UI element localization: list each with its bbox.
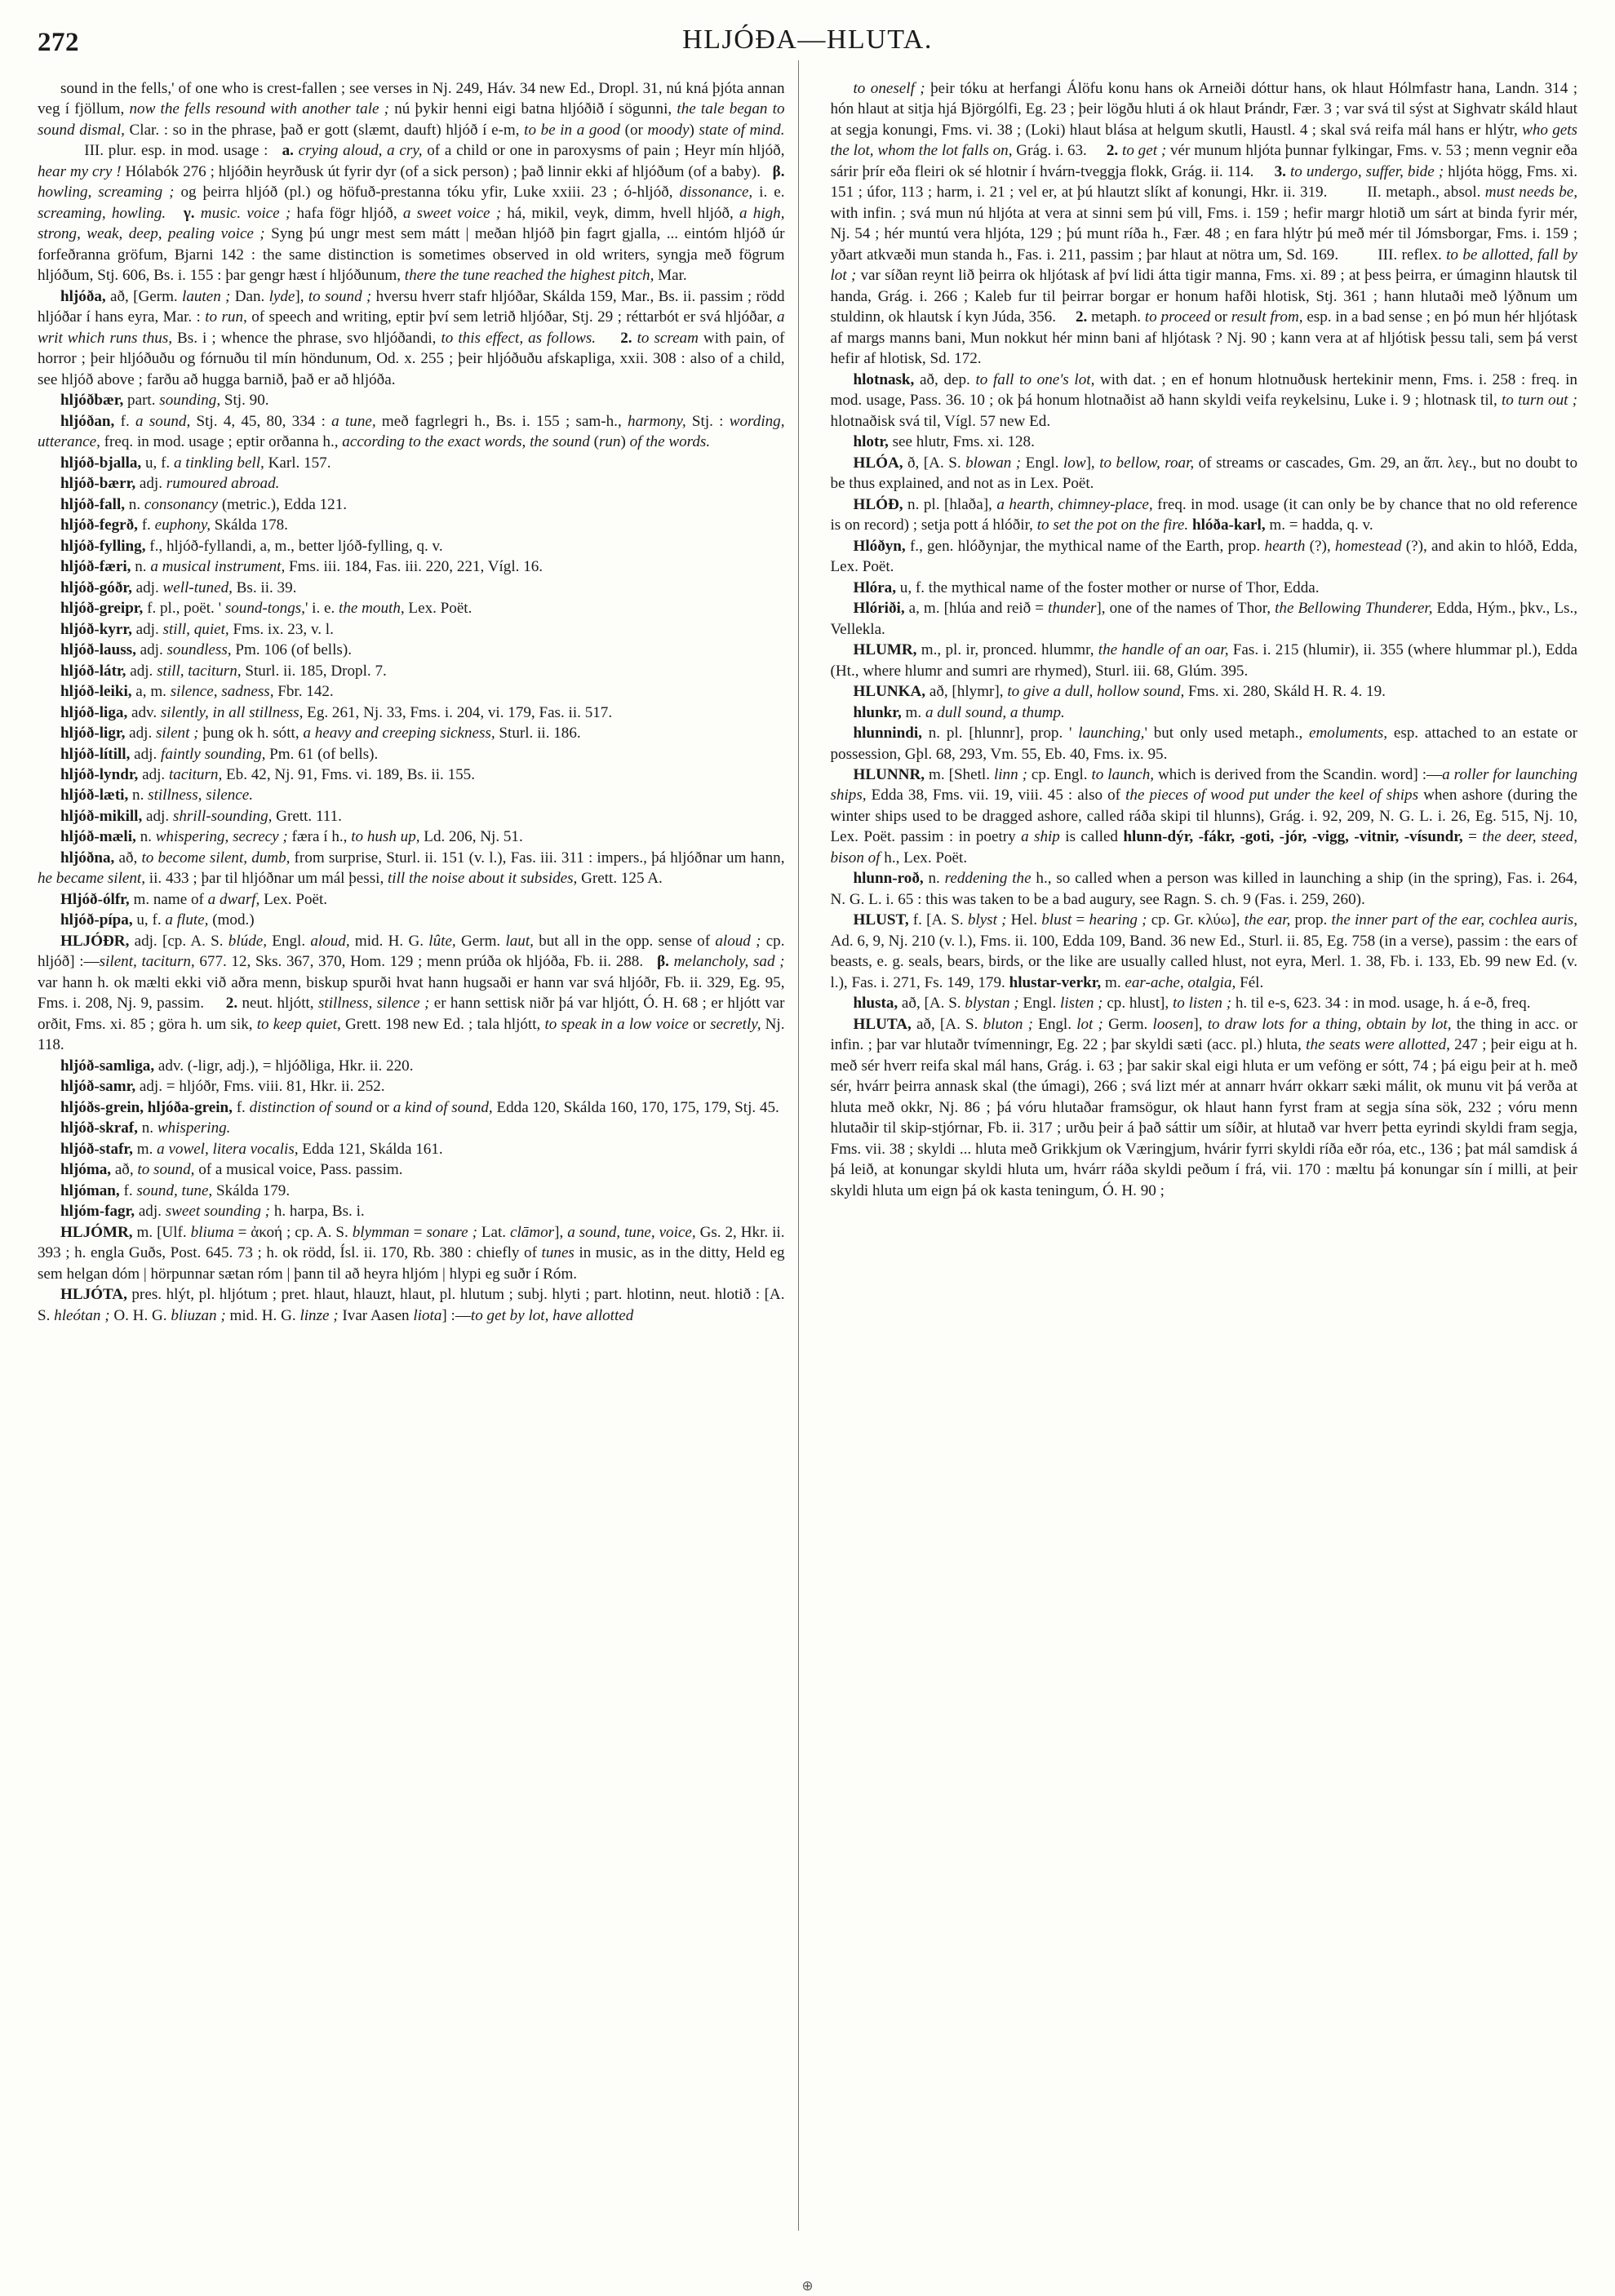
text-columns <box>38 78 1577 1326</box>
dictionary-entry: Hljóð-ólfr, m. name of a dwarf, Lex. Poët. <box>60 890 328 908</box>
dictionary-entry: hlusta, að, [A. S. blystan ; Engl. listen ; cp. hlust], to listen ; h. til e-s, 623. 34 : in mod. usage, h. á e-ð, freq. <box>853 995 1531 1013</box>
dictionary-entry: Hlóriði, a, m. [hlúa and reið = thunder], one of the names of Thor, the Bellowing Thunderer, Edda, Hým., þkv., Ls., Vellekla. <box>830 600 1578 638</box>
dictionary-entry: hljóð-pípa, u, f. a flute, (mod.) <box>60 911 255 929</box>
dictionary-entry: hljóð-mikill, adj. shrill-sounding, Grett. 111. <box>60 807 342 825</box>
dictionary-entry: HLÓÐ, n. pl. [hlaða], a hearth, chimney-place, freq. in mod. usage (it can only be by chance that no old reference is on record) ; setja pott á hlóðir, to set the pot on the fire. hlóða-karl, m. = hadda, q. v. <box>830 495 1577 534</box>
dictionary-entry: HLUMR, m., pl. ir, pronced. hlummr, the handle of an oar, Fas. i. 215 (hlumir), ii. 355 (where hlummar pl.), Edda (Ht., where hlumr and sumri are rhymed), Sturl. iii. 68, Glúm. 395. <box>830 641 1578 680</box>
dictionary-entry: hljóð-fylling, f., hljóð-fyllandi, a, m., better ljóð-fylling, q. v. <box>60 537 443 555</box>
dictionary-entry: Hlóðyn, f., gen. hlóðynjar, the mythical name of the Earth, prop. hearth (?), homestead (?), and akin to hlóð, Edda, Lex. Poët. <box>830 537 1578 576</box>
dictionary-entry: sound in the fells,' of one who is crest-fallen ; see verses in Nj. 249, Háv. 34 new Ed., Dropl. 31, nú kná þjóta annan veg í fjöllum, now the fells resound with another tale ; nú þykir henni eigi batna hljóðið í sögunni, the tale began to sound dismal, Clar. : so in the phrase, það er gott (slæmt, dauft) hljóð í e-m, to be in a good (or moody) state of mind. III. plur. esp. in mod. usage : a. crying aloud, a cry, of a child or one in paroxysms of pain ; Heyr mín hljóð, hear my cry ! Hólabók 276 ; hljóðin heyrðusk út fyrir dyr (of a sick person) ; það linnir ekki af hljóðum (of a baby). β. howling, screaming ; og þeirra hljóð (pl.) og höfuð-prestanna tóku yfir, Luke xxiii. 23 ; ó-hljóð, dissonance, i. e. screaming, howling. γ. music. voice ; hafa fögr hljóð, a sweet voice ; há, mikil, veyk, dimm, hvell hljóð, a high, strong, weak, deep, pealing voice ; Syng þú ungr mest sem mátt | meðan hljóð þin fagrt gjalla, ... eintóm hljóð úr forfeðranna gröfum, Bjarni 142 : the same distinction is sometimes observed in old writers, syngja með fögrum hljóðum, Stj. 606, Bs. i. 155 : þar gengr hæst í hljóðunum, there the tune reached the highest pitch, Mar. <box>38 80 785 285</box>
dictionary-entry: hljóð-stafr, m. a vowel, litera vocalis, Edda 121, Skálda 161. <box>60 1140 443 1158</box>
page-number: 272 <box>38 28 79 57</box>
dictionary-entry: hlotr, see hlutr, Fms. xi. 128. <box>853 433 1035 451</box>
dictionary-entry: hljóð-lauss, adj. soundless, Pm. 106 (of bells). <box>60 641 352 659</box>
dictionary-entry: hljóð-látr, adj. still, taciturn, Sturl. ii. 185, Dropl. 7. <box>60 662 387 680</box>
dictionary-entry: hljóð-ligr, adj. silent ; þung ok h. sótt, a heavy and creeping sickness, Sturl. ii. 186. <box>60 725 581 742</box>
left-column <box>38 78 792 1326</box>
dictionary-entry: hljóð-góðr, adj. well-tuned, Bs. ii. 39. <box>60 578 297 596</box>
dictionary-entry: HLUST, f. [A. S. blyst ; Hel. blust = hearing ; cp. Gr. κλύω], the ear, prop. the inner part of the ear, cochlea auris, Ad. 6, 9, Nj. 210 (v. l.), Fms. ii. 100, Edda 109, Band. 36 new Ed., Sturl. ii. 85, Eg. 758 (in a verse), passim : the ears of beasts, e. g. seals, bears, birds, or the like are usually called hlust, not eyra, Merl. 1. 38, Fb. i. 133, Eb. 99 new Ed. (v. l.), Fas. i. 271, Fs. 149, 179. hlustar-verkr, m. ear-ache, otalgia, Fél. <box>830 911 1578 991</box>
dictionary-entry: hljóð-greipr, f. pl., poët. ' sound-tongs,' i. e. the mouth, Lex. Poët. <box>60 600 473 618</box>
dictionary-entry: hljóð-bærr, adj. rumoured abroad. <box>60 475 280 493</box>
dictionary-entry: HLJÓÐR, adj. [cp. A. S. blúde, Engl. aloud, mid. H. G. lûte, Germ. laut, but all in the opp. sense of aloud ; cp. hljóð] :—silent, taciturn, 677. 12, Sks. 367, 370, Hom. 129 ; menn prúða ok hljóða, Fb. ii. 288. β. melancholy, sad ; var hann h. ok mælti ekki við aðra menn, biskup spurði hvat hann hugsaði er hann var svá hljóðr, Fb. ii. 329, Eg. 95, Fms. i. 208, Nj. 9, passim. 2. neut. hljótt, stillness, silence ; er hann settisk niðr þá var hljótt, Ó. H. 68 ; er hljótt var orðit, Fms. xi. 85 ; göra h. um sik, to keep quiet, Grett. 198 new Ed. ; tala hljótt, to speak in a low voice or secretly, Nj. 118. <box>38 932 785 1054</box>
dictionary-entry: HLJÓMR, m. [Ulf. bliuma = ἀκοή ; cp. A. S. blymman = sonare ; Lat. clāmor], a sound, tune, voice, Gs. 2, Hkr. ii. 393 ; h. engla Guðs, Post. 645. 73 ; h. ok rödd, Ísl. ii. 170, Rb. 380 : chiefly of tunes in music, as in the ditty, Held eg sem helgan dóm | hörpunnar sætan róm | þann til að heyra hljóm | hlypi eg suðr í Róm. <box>38 1223 785 1283</box>
dictionary-entry: hlunn-roð, n. reddening the h., so called when a person was killed in launching a ship (in the spring), Fas. i. 264, N. G. L. i. 65 : this was taken to be a bad augury, see Ragn. S. ch. 9 (Fas. i. 259, 260). <box>830 870 1577 908</box>
right-column <box>816 78 1578 1326</box>
dictionary-entry: HLUNKA, að, [hlymr], to give a dull, hollow sound, Fms. xi. 280, Skáld H. R. 4. 19. <box>853 683 1386 701</box>
dictionary-entry: hljóð-samr, adj. = hljóðr, Fms. viii. 81, Hkr. ii. 252. <box>60 1078 385 1096</box>
dictionary-entry: hlunkr, m. a dull sound, a thump. <box>853 703 1065 721</box>
page-signature-mark: ⊕ <box>801 2278 814 2294</box>
dictionary-entry: hljóð-leiki, a, m. silence, sadness, Fbr. 142. <box>60 683 334 701</box>
dictionary-entry: hljóðan, f. a sound, Stj. 4, 45, 80, 334 : a tune, með fagrlegri h., Bs. i. 155 ; sam-h., harmony, Stj. : wording, utterance, freq. in mod. usage ; eptir orðanna h., according to the exact words, the sound (run) of the words. <box>38 412 785 451</box>
page-header <box>38 24 1577 75</box>
dictionary-entry: hljóð-samliga, adv. (-ligr, adj.), = hljóðliga, Hkr. ii. 220. <box>60 1057 414 1075</box>
running-head: HLJÓÐA—HLUTA. <box>682 24 933 55</box>
dictionary-entry: hljóðs-grein, hljóða-grein, f. distinction of sound or a kind of sound, Edda 120, Skálda 160, 170, 175, 179, Stj. 45. <box>60 1098 779 1116</box>
dictionary-entry: hljóð-kyrr, adj. still, quiet, Fms. ix. 23, v. l. <box>60 620 334 638</box>
dictionary-entry: Hlóra, u, f. the mythical name of the foster mother or nurse of Thor, Edda. <box>853 578 1320 596</box>
dictionary-entry: hljóð-skraf, n. whispering. <box>60 1119 231 1137</box>
dictionary-entry: HLJÓTA, pres. hlýt, pl. hljótum ; pret. hlaut, hlauzt, hlaut, pl. hlutum ; subj. hlyti ; part. hlotinn, neut. hlotið : [A. S. hleótan ; O. H. G. bliuzan ; mid. H. G. linze ; Ivar Aasen liota] :—to get by lot, have allotted <box>38 1286 785 1324</box>
dictionary-entry: hljóman, f. sound, tune, Skálda 179. <box>60 1181 291 1199</box>
dictionary-entry: hlotnask, að, dep. to fall to one's lot, with dat. ; en ef honum hlotnuðusk hertekinir menn, Fms. i. 258 : freq. in mod. usage, Pass. 36. 10 ; ok þá honum hlotnaðist að hann skyldi veifa reykelsinu, Luke i. 9 ; hlotnask til, to turn out ; hlotnaðisk svá til, Vígl. 57 new Ed. <box>830 370 1577 430</box>
dictionary-entry: hljóma, að, to sound, of a musical voice, Pass. passim. <box>60 1161 403 1179</box>
dictionary-entry: hljóð-fall, n. consonancy (metric.), Edda 121. <box>60 495 348 513</box>
dictionary-entry: HLUTA, að, [A. S. bluton ; Engl. lot ; Germ. loosen], to draw lots for a thing, obtain by lot, the thing in acc. or infin. ; þar var hlutaðr tvímenningr, Eg. 22 ; þar skyldi sæti (acc. pl.) hluta, the seats were allotted, 247 ; þeir eigu at h. með sér hverr reifa skal mál hans, Grág. i. 63 ; þar sakir skal eigi hluta er um veföng er sótt, 74 ; þá eigu þeir at h. með sér, hvárr þeirra annask skal (the úmagi), 266 ; svá lizt mér at annarr hvárr okkarr sæki málit, ok munu vit þá verða at hluta með okkr, Nj. 86 ; þá vóru hlutaðar framsögur, ok hlaut hann fyrst fram at segja sína sök, 232 ; vóru menn hlutaðir til skip-stjórnar, Fb. ii. 317 ; urðu þeir á það sáttir um síðir, at hlutað var hverr þetta eyrindi skyldi fram segja, Fms. vii. 38 ; skyldi ... hluta með Grikkjum ok Væringjum, hvárir fyrri skyldi ríða eðr róa, etc., 136 ; þat mál samdisk á þá leið, at konungar skyldi hluta um, hvárr ráða skyldi peðum í frá, vii. 170 : mæltu þá konungar sín í milli, at þeir skyldi hluta um eign þá ok kasta teningum, Ó. H. 90 ; <box>830 1015 1577 1199</box>
dictionary-entry: hljóð-lyndr, adj. taciturn, Eb. 42, Nj. 91, Fms. vi. 189, Bs. ii. 155. <box>60 765 475 783</box>
dictionary-entry: hljóð-bjalla, u, f. a tinkling bell, Karl. 157. <box>60 454 331 472</box>
dictionary-entry: hljóm-fagr, adj. sweet sounding ; h. harpa, Bs. i. <box>60 1203 365 1221</box>
dictionary-entry: hljóðna, að, to become silent, dumb, from surprise, Sturl. ii. 151 (v. l.), Fas. iii. 311 : impers., þá hljóðnar um hann, he became silent, ii. 433 ; þar til hljóðnar um mál þessi, till the noise about it subsides, Grett. 125 A. <box>38 849 785 888</box>
dictionary-entry: HLUNNR, m. [Shetl. linn ; cp. Engl. to launch, which is derived from the Scandin. word] :—a roller for launching ships, Edda 38, Fms. vii. 19, viii. 45 : also of the pieces of wood put under the keel of ships when ashore (during the winter ships used to be dragged ashore, called ráða skipi til hlunns), Grág. i. 92, 209, N. G. L. i. 26, Eg. 515, Nj. 10, Lex. Poët. passim : in poetry a ship is called hlunn-dýr, -fákr, -goti, -jór, -vigg, -vitnir, -vísundr, = the deer, steed, bison of h., Lex. Poët. <box>830 765 1578 867</box>
dictionary-entry: hljóðbær, part. sounding, Stj. 90. <box>60 392 269 410</box>
dictionary-entry: to oneself ; þeir tóku at herfangi Álöfu konu hans ok Arneiði dóttur hans, ok hlaut Hólmfastr hana, Landn. 314 ; hón hlaut at sitja hjá Björgólfi, Eg. 23 ; þeir lögðu hluti á ok hlaut Þrándr, Fær. 3 ; var svá til sýst at Sighvatr skáld hlaut at segja konungi, Fms. vi. 38 ; (Loki) hlaut blása at helgum skutli, Haustl. 4 ; skal svá reifa mál hans er hlýtr, who gets the lot, whom the lot falls on, Grág. i. 63. 2. to get ; vér munum hljóta þunnar fylkingar, Fms. v. 53 ; menn vegnir eða sárir þrír eða fleiri ok sé hlotnir í hvárn-tveggja flokk, Grág. ii. 114. 3. to undergo, suffer, bide ; hljóta högg, Fms. xi. 151 ; úfor, 113 ; harm, i. 21 ; vel er, at þú hlautzt slíkt af konungi, Hkr. ii. 319. II. metaph., absol. must needs be, with infin. ; svá mun nú hljóta at vera at sinni sem þú vill, Fms. i. 159 ; hefir margr hlotið um sárt at binda fyrir mér, Nj. 54 ; hér muntú vera hljóta, 129 ; þú munt ríða h., Fær. 48 ; en fara hlýtr þú með mér til Jómsborgar, Fms. i. 159 ; yðart atkvæði mun standa h., Fas. i. 211, passim ; þar hlaut at nötra um, Sd. 169. III. reflex. to be allotted, fall by lot ; var síðan reynt lið þeirra ok hljótask af því lidi átta tigir manna, Fms. xi. 89 ; at þess þeirra, er úmaginn hlautsk til handa, Grág. i. 266 ; Kaleb fur til þeirrar borgar er honum hafði hlotisk, Stj. 361 ; hann hlutaði með lýðnum um stuldinn, ok hlautsk í kyn Júda, 356. 2. metaph. to proceed or result from, esp. in a bad sense ; en þó mun hér hljótask af margs manns bani, Mun nokkut hér minn bani af hljótask ? Nj. 90 ; kann vera at af hljótisk þessu tali, sem þá verst hefir af hlotisk, Sd. 172. <box>830 80 1577 368</box>
dictionary-entry: hljóð-færi, n. a musical instrument, Fms. iii. 184, Fas. iii. 220, 221, Vígl. 16. <box>60 558 544 576</box>
dictionary-entry: hlunnindi, n. pl. [hlunnr], prop. ' launching,' but only used metaph., emoluments, esp. attached to an estate or possession, Gþl. 68, 293, Vm. 55, Eb. 40, Fms. ix. 95. <box>830 725 1577 763</box>
dictionary-entry: HLÓA, ð, [A. S. blowan ; Engl. low], to bellow, roar, of streams or cascades, Gm. 29, an ἅπ. λεγ., but no doubt to be thus explained, and not as in Lex. Poët. <box>830 454 1578 493</box>
dictionary-entry: hljóð-mæli, n. whispering, secrecy ; færa í h., to hush up, Ld. 206, Nj. 51. <box>60 828 523 846</box>
dictionary-entry: hljóða, að, [Germ. lauten ; Dan. lyde], to sound ; hversu hverr stafr hljóðar, Skálda 159, Mar., Bs. ii. passim ; rödd hljóðar í hans eyra, Mar. : to run, of speech and writing, eptir því sem letrið hljóðar, Stj. 29 ; réttarbót er svá hljóðar, a writ which runs thus, Bs. i ; whence the phrase, svo hljóðandi, to this effect, as follows. 2. to scream with pain, of horror ; þeir hljóðuðu og fórnuðu til mín höndunum, Od. x. 255 ; þeir hljóðuðu afskapliga, xxii. 308 : also of a child, see hljóð above ; farðu að hugga barnið, það er að hljóða. <box>38 287 785 388</box>
dictionary-entry: hljóð-liga, adv. silently, in all stillness, Eg. 261, Nj. 33, Fms. i. 204, vi. 179, Fas. ii. 517. <box>60 703 613 721</box>
dictionary-entry: hljóð-læti, n. stillness, silence. <box>60 787 254 804</box>
dictionary-entry: hljóð-fegrð, f. euphony, Skálda 178. <box>60 516 288 534</box>
dictionary-entry: hljóð-lítill, adj. faintly sounding, Pm. 61 (of bells). <box>60 745 379 763</box>
